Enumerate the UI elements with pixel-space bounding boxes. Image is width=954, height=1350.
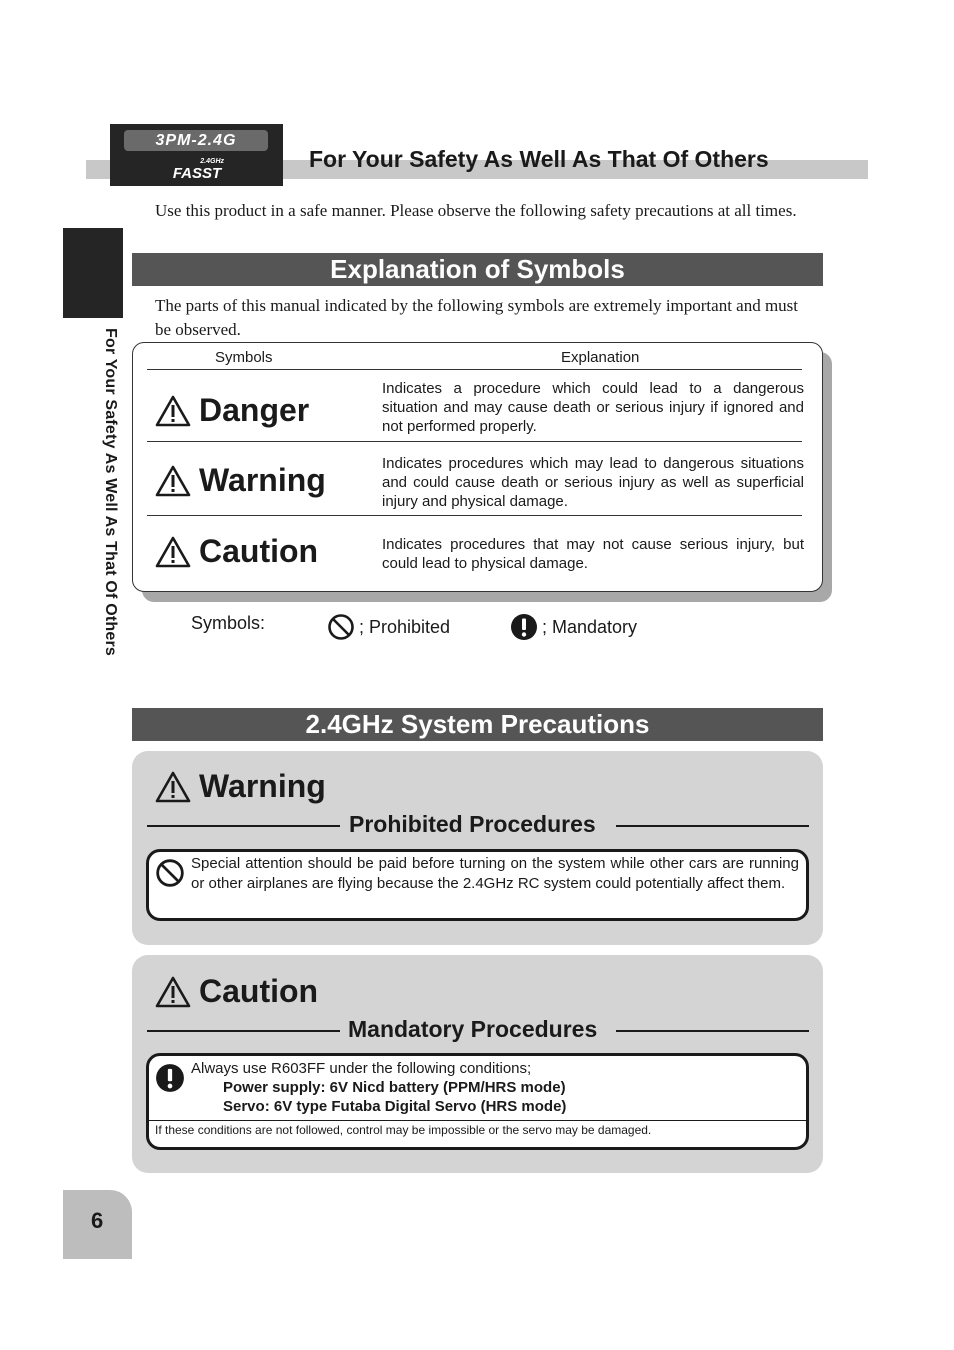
table-divider bbox=[147, 515, 802, 516]
section-heading-precautions: 2.4GHz System Precautions bbox=[132, 708, 823, 741]
warning-triangle-icon bbox=[155, 770, 191, 804]
mandatory-line-2: Power supply: 6V Nicd battery (PPM/HRS mode) bbox=[223, 1079, 566, 1096]
symbol-warning-text: Indicates procedures which may lead to dangerous situations and could cause death or serious injury as well as superficial injury and physical damage. bbox=[382, 455, 804, 510]
page-heading: For Your Safety As Well As That Of Others bbox=[309, 146, 769, 172]
table-header-symbols: Symbols bbox=[215, 349, 273, 366]
warning-triangle-icon bbox=[155, 464, 191, 498]
symbol-danger-text: Indicates a procedure which could lead to a dangerous situation and may cause death or serious injury if ignored and not performed properly. bbox=[382, 380, 804, 435]
warning-triangle-icon bbox=[155, 535, 191, 569]
caution-panel-title-text: Caution bbox=[199, 973, 319, 1009]
side-tab-text: For Your Safety As Well As That Of Others bbox=[102, 328, 119, 656]
intro-paragraph: Use this product in a safe manner. Please observe the following safety precautions at all times. bbox=[155, 201, 797, 220]
symbol-danger-label: Danger bbox=[199, 392, 310, 428]
mandatory-line-1: Always use R603FF under the following conditions; bbox=[191, 1060, 532, 1077]
table-divider bbox=[147, 441, 802, 442]
subtitle-rule-right bbox=[616, 1030, 809, 1032]
prohibited-procedure-text: Special attention should be paid before turning on the system while other cars are running or other airplanes are flying because the 2.4GHz RC system could potentially affect them. bbox=[191, 855, 799, 892]
section-heading-symbols: Explanation of Symbols bbox=[132, 253, 823, 286]
logo-model: 3PM-2.4G bbox=[124, 130, 268, 151]
prohibited-procedures-title: Prohibited Procedures bbox=[349, 811, 596, 837]
page-number: 6 bbox=[63, 1190, 132, 1259]
symbol-caution-text: Indicates procedures that may not cause serious injury, but could lead to physical damage. bbox=[382, 536, 804, 572]
mandatory-icon bbox=[510, 613, 538, 641]
symbol-caution bbox=[155, 533, 318, 570]
symbol-warning bbox=[155, 462, 326, 499]
subtitle-rule-right bbox=[616, 825, 809, 827]
prohibited-icon bbox=[327, 613, 355, 641]
mandatory-line-3: Servo: 6V type Futaba Digital Servo (HRS mode) bbox=[223, 1098, 567, 1115]
symbol-danger bbox=[155, 392, 309, 429]
side-tab-marker bbox=[63, 228, 123, 318]
legend-mandatory-label: ; Mandatory bbox=[542, 616, 638, 637]
prohibited-icon bbox=[155, 858, 185, 888]
symbol-warning-label: Warning bbox=[199, 462, 326, 498]
subtitle-rule-left bbox=[147, 1030, 340, 1032]
warning-triangle-icon bbox=[155, 394, 191, 428]
table-divider bbox=[147, 369, 802, 370]
logo-band: 2.4GHz bbox=[200, 158, 224, 165]
mandatory-box-divider bbox=[149, 1120, 806, 1121]
logo-brand-block bbox=[152, 158, 242, 182]
subtitle-rule-left bbox=[147, 825, 340, 827]
table-header-explanation: Explanation bbox=[561, 349, 640, 366]
mandatory-note: If these conditions are not followed, control may be impossible or the servo may be damaged. bbox=[155, 1123, 652, 1137]
legend-prohibited bbox=[327, 613, 450, 641]
warning-panel-title-text: Warning bbox=[199, 768, 326, 804]
warning-panel-title bbox=[155, 768, 326, 805]
symbols-intro: The parts of this manual indicated by the following symbols are extremely important and must be observed. bbox=[155, 296, 799, 339]
caution-panel-title bbox=[155, 973, 318, 1010]
mandatory-procedures-title: Mandatory Procedures bbox=[348, 1016, 598, 1042]
warning-triangle-icon bbox=[155, 975, 191, 1009]
mandatory-icon bbox=[155, 1063, 185, 1093]
legend-prohibited-label: ; Prohibited bbox=[359, 616, 451, 637]
symbol-caution-label: Caution bbox=[199, 533, 319, 569]
logo-brand: FASST bbox=[172, 165, 222, 182]
legend-mandatory bbox=[510, 613, 637, 641]
legend-label: Symbols: bbox=[191, 613, 266, 633]
